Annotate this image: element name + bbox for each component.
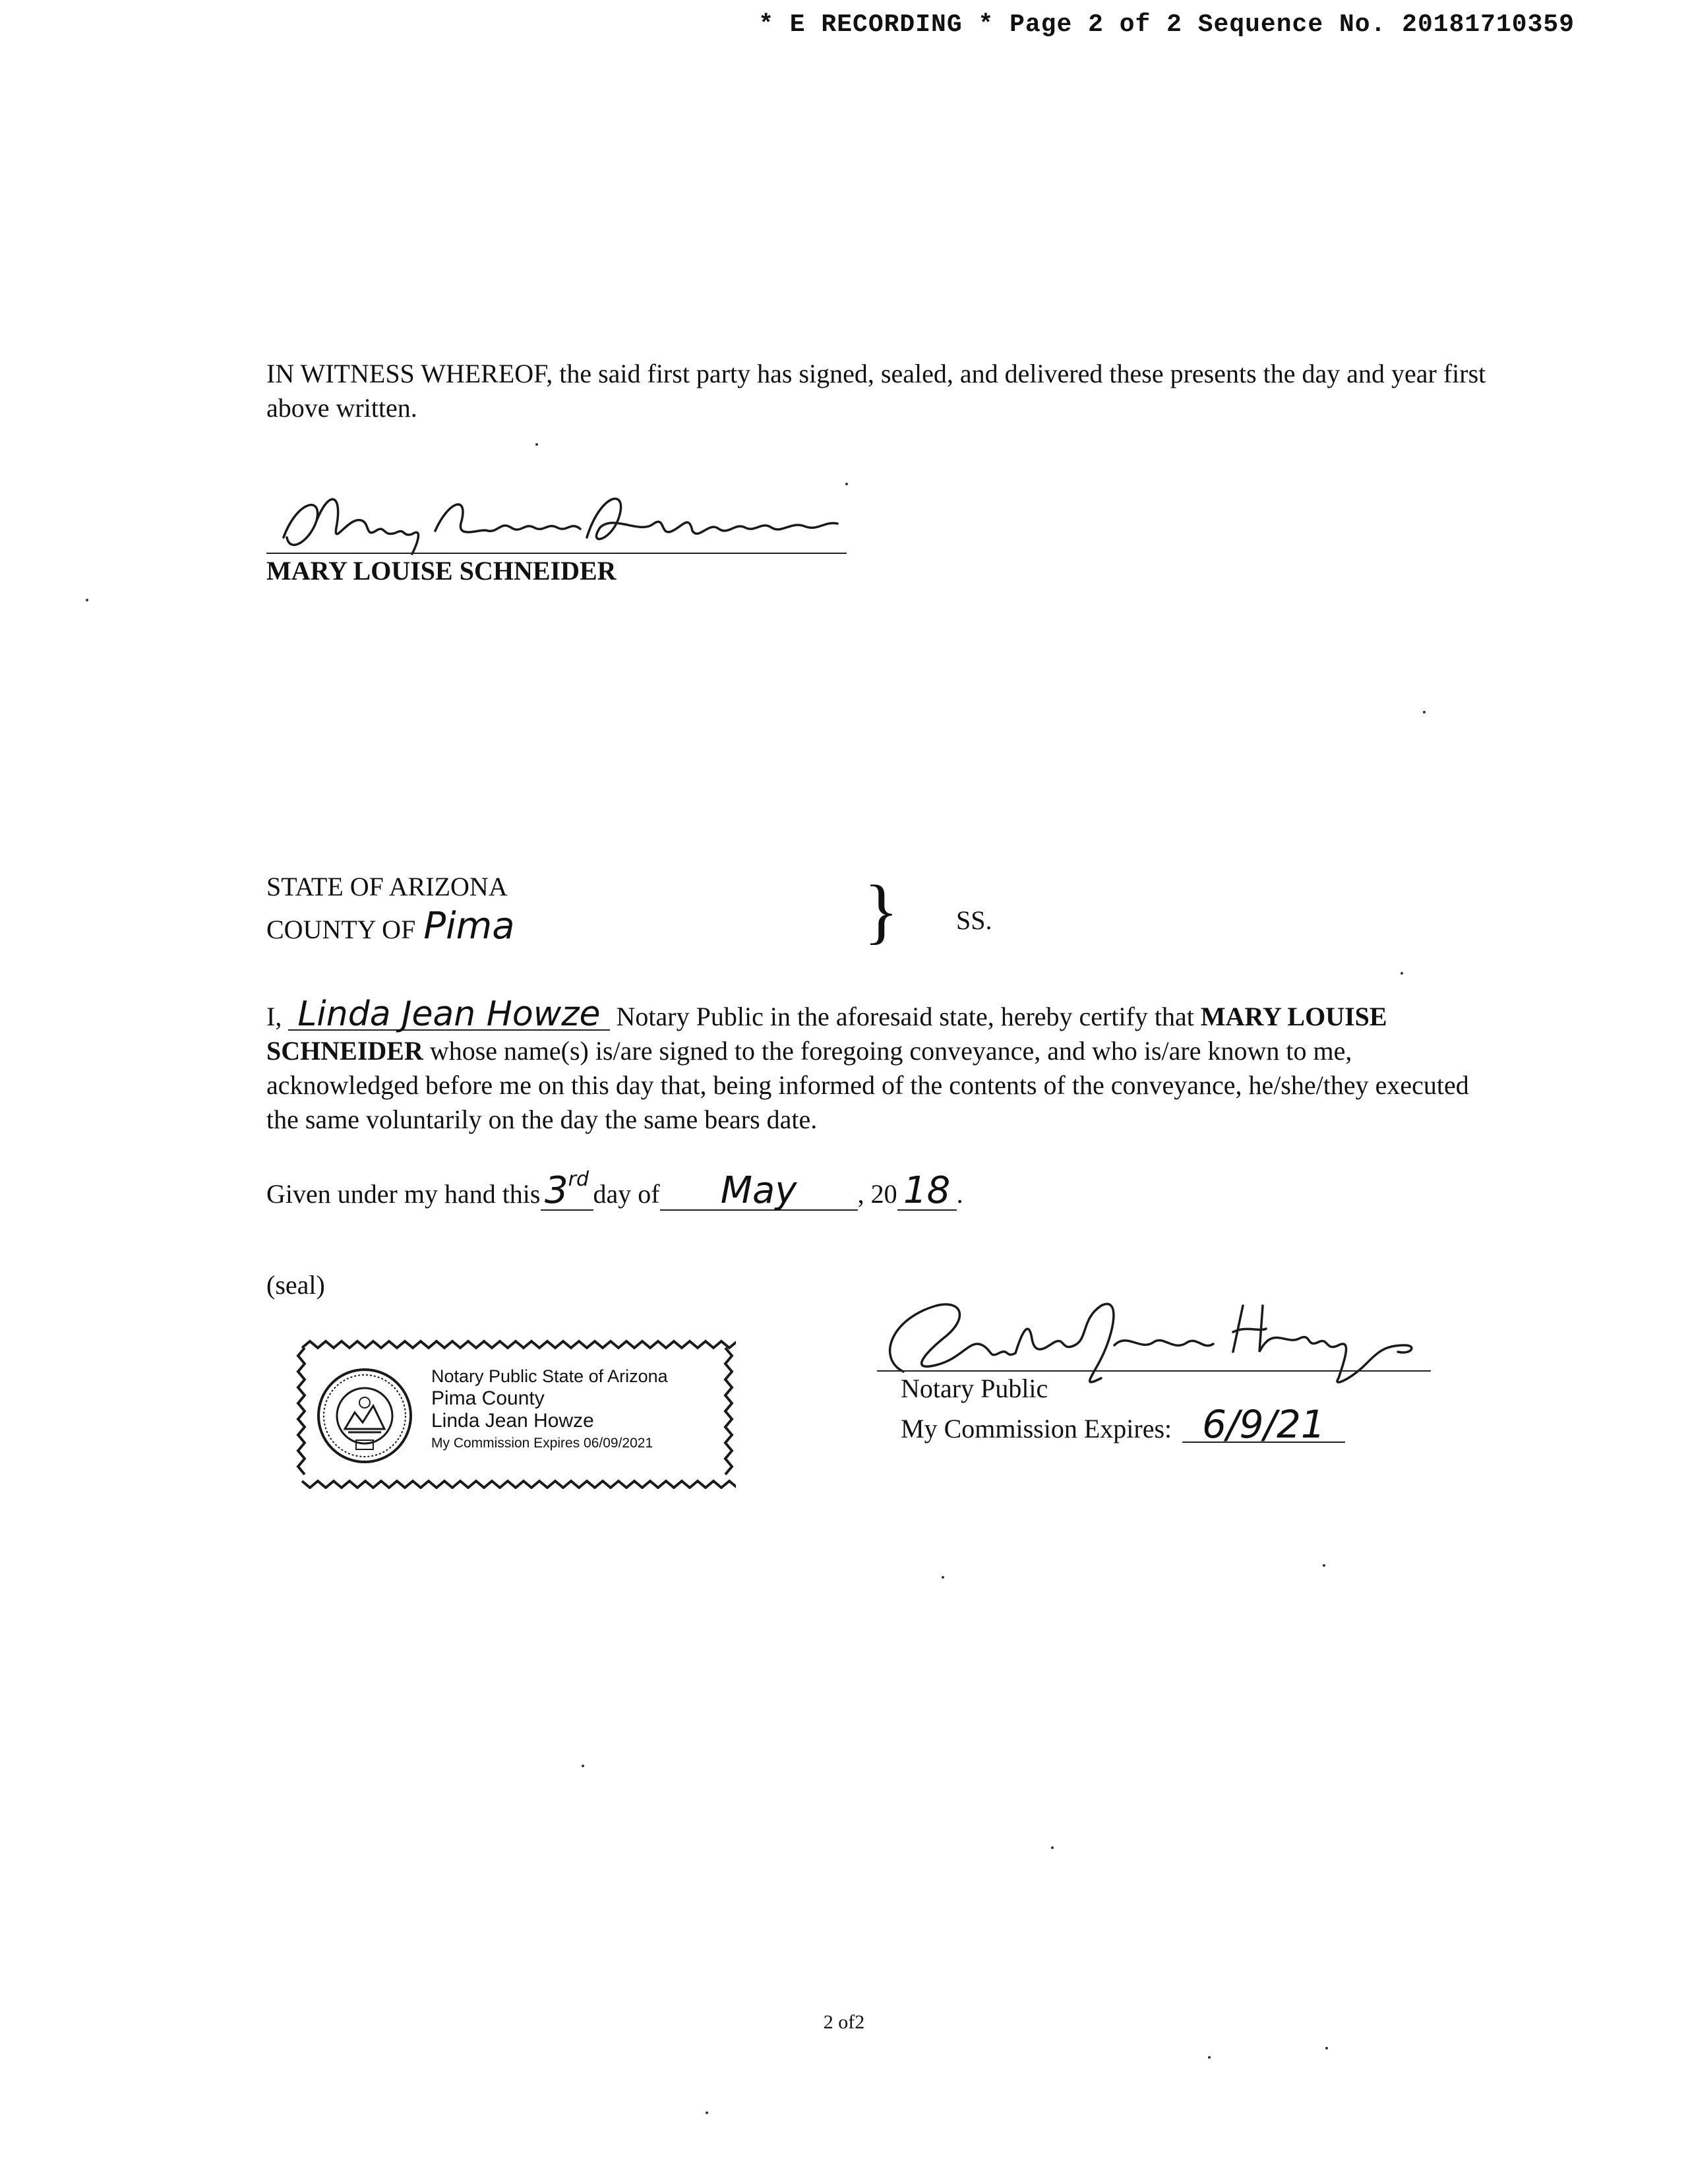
signer-signature-line [266, 553, 847, 554]
ack-text-1: Notary Public in the aforesaid state, hereby certify that [616, 1002, 1194, 1031]
state-seal-icon [315, 1366, 414, 1465]
county-handwritten: Pima [423, 905, 515, 948]
given-line [266, 1165, 963, 1211]
commission-line [901, 1402, 1345, 1447]
day-handwritten: 3 [544, 1169, 568, 1212]
scan-speck [845, 483, 848, 485]
scan-speck [1423, 711, 1426, 713]
acknowledgment-paragraph [266, 994, 1506, 1137]
stamp-line-title: Notary Public State of Arizona [431, 1366, 668, 1386]
stamp-text [431, 1365, 721, 1455]
notary-stamp [295, 1339, 736, 1489]
scan-speck [1323, 1564, 1325, 1567]
county-label: COUNTY OF [266, 915, 416, 944]
year-blank [897, 1169, 957, 1212]
commission-date-handwritten: 6/9/21 [1182, 1407, 1345, 1443]
notary-title: Notary Public [901, 1374, 1048, 1403]
page-number: 2 of2 [823, 2011, 865, 2033]
recording-header: * E RECORDING * Page 2 of 2 Sequence No. 20181710359 [758, 11, 1575, 39]
scan-speck [86, 599, 88, 601]
scan-speck [942, 1576, 944, 1579]
scan-speck [706, 2111, 708, 2114]
given-end: . [956, 1179, 963, 1209]
ack-prefix: I, [266, 1002, 282, 1031]
ack-text-2: whose name(s) is/are signed to the foregoing conveyance, and who is/are known to me, acknowledged before me on this day that, being informed of the contents of the conveyance, he/she/they executed the same voluntarily on the day the same bears date. [266, 1036, 1469, 1134]
venue-brace: } [864, 870, 899, 951]
signer-printed-name: MARY LOUISE SCHNEIDER [266, 556, 617, 586]
stamp-line-county: Pima County [431, 1387, 545, 1409]
scan-speck [582, 1765, 584, 1767]
stamp-line-name: Linda Jean Howze [431, 1410, 594, 1432]
scan-speck [535, 443, 538, 446]
venue-county [266, 905, 515, 948]
venue-state: STATE OF ARIZONA [266, 872, 508, 901]
commission-label: My Commission Expires: [901, 1414, 1172, 1443]
given-prefix: Given under my hand this [266, 1179, 541, 1209]
notary-signature-line [877, 1370, 1431, 1372]
stamp-line-expires: My Commission Expires 06/09/2021 [431, 1436, 653, 1451]
scan-speck [1051, 1846, 1054, 1849]
notary-name-handwritten: Linda Jean Howze [288, 999, 609, 1031]
ack-bold-name: MARY LOUISE SCHNEIDER [266, 1002, 1387, 1066]
month-blank [660, 1169, 858, 1212]
day-suffix-handwritten: rd [568, 1168, 589, 1191]
scan-speck [1401, 972, 1403, 975]
seal-label: (seal) [266, 1270, 325, 1300]
scan-speck [1325, 2047, 1328, 2049]
given-year-prefix: , 20 [857, 1179, 897, 1209]
given-day-of: day of [593, 1179, 660, 1209]
scan-speck [1208, 2056, 1211, 2059]
year-handwritten: 18 [903, 1169, 951, 1212]
witness-paragraph: IN WITNESS WHEREOF, the said first party has signed, sealed, and delivered these presents the day and year first above written. [266, 359, 1486, 423]
month-handwritten: May [720, 1169, 797, 1212]
day-blank [541, 1165, 593, 1211]
venue-ss: SS. [956, 905, 992, 935]
